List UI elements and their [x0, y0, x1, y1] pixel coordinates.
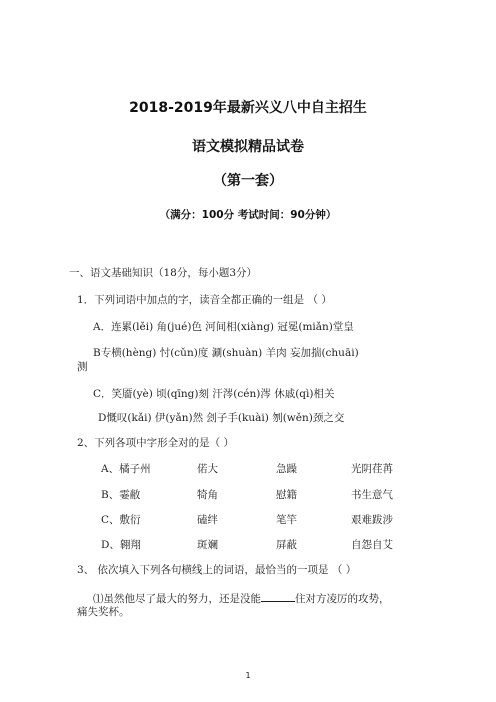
- exam-set-label: （第一套）: [213, 173, 283, 189]
- exam-title-line2: 语文模拟精品试卷: [192, 139, 304, 155]
- q2-cell: D、翱翔: [101, 539, 141, 551]
- q2-cell: 斑斓: [197, 539, 218, 551]
- q1-stem: 1．下列词语中加点的字，读音全都正确的一组是 （ ）: [77, 294, 332, 306]
- q1-option-c: C．笑靥(yè) 顷(qīng)刻 汗涔(cén)涔 休戚(qì)相关: [93, 388, 335, 400]
- q1-option-d: D慨叹(kǎi) 伊(yǎn)然 刽子手(kuài) 刎(wěn)颈之交: [98, 412, 345, 424]
- q2-cell: 光阴荏苒: [351, 463, 393, 475]
- q2-cell: A、橘子州: [101, 463, 151, 475]
- q2-cell: B、霎敝: [101, 489, 141, 501]
- q2-cell: 书生意气: [351, 489, 393, 501]
- q1-option-b: B专横(hèng) 忖(cǔn)度 涮(shuàn) 羊肉 妄加揣(chuāi): [93, 347, 359, 359]
- q3-item1: [93, 590, 390, 606]
- q2-cell: 笔竿: [276, 514, 297, 526]
- exam-title-line1: 2018-2019年最新兴义八中自主招生: [129, 100, 367, 116]
- q2-cell: 艰难跋涉: [351, 514, 393, 526]
- page-number: 1: [245, 671, 251, 680]
- exam-info: （满分：100分 考试时间：90分钟）: [159, 209, 337, 221]
- q3-item1-text-before: ⑴虽然他尽了最大的努力，还是没能: [93, 593, 261, 605]
- q3-item1-continued: 痛失奖杯。: [77, 606, 130, 618]
- q1-option-b-continued: 测: [77, 361, 88, 373]
- q2-cell: 偌大: [197, 463, 218, 475]
- q3-stem: 3、 依次填入下列各句横线上的词语，最恰当的一项是 （ ）: [77, 564, 357, 576]
- q2-stem: 2、下列各项中字形全对的是（ ）: [77, 437, 235, 449]
- q2-cell: 自怨自艾: [351, 539, 393, 551]
- q2-cell: 慰籍: [276, 489, 297, 501]
- q2-cell: 犄角: [197, 489, 218, 501]
- q2-cell: 急躁: [276, 463, 297, 475]
- q3-item1-text-after: 住对方凌厉的攻势，: [295, 593, 390, 605]
- q2-cell: 屏蔽: [276, 539, 297, 551]
- answer-blank[interactable]: [261, 590, 295, 602]
- section1-heading: 一、语文基础知识（18分，每小题3分）: [69, 267, 258, 279]
- q1-option-a: A．连累(lěi) 角(jué)色 河间相(xiàng) 冠冕(miǎn)堂皇: [93, 321, 354, 333]
- q2-cell: C、敷衍: [101, 514, 141, 526]
- q2-cell: 磕绊: [197, 514, 218, 526]
